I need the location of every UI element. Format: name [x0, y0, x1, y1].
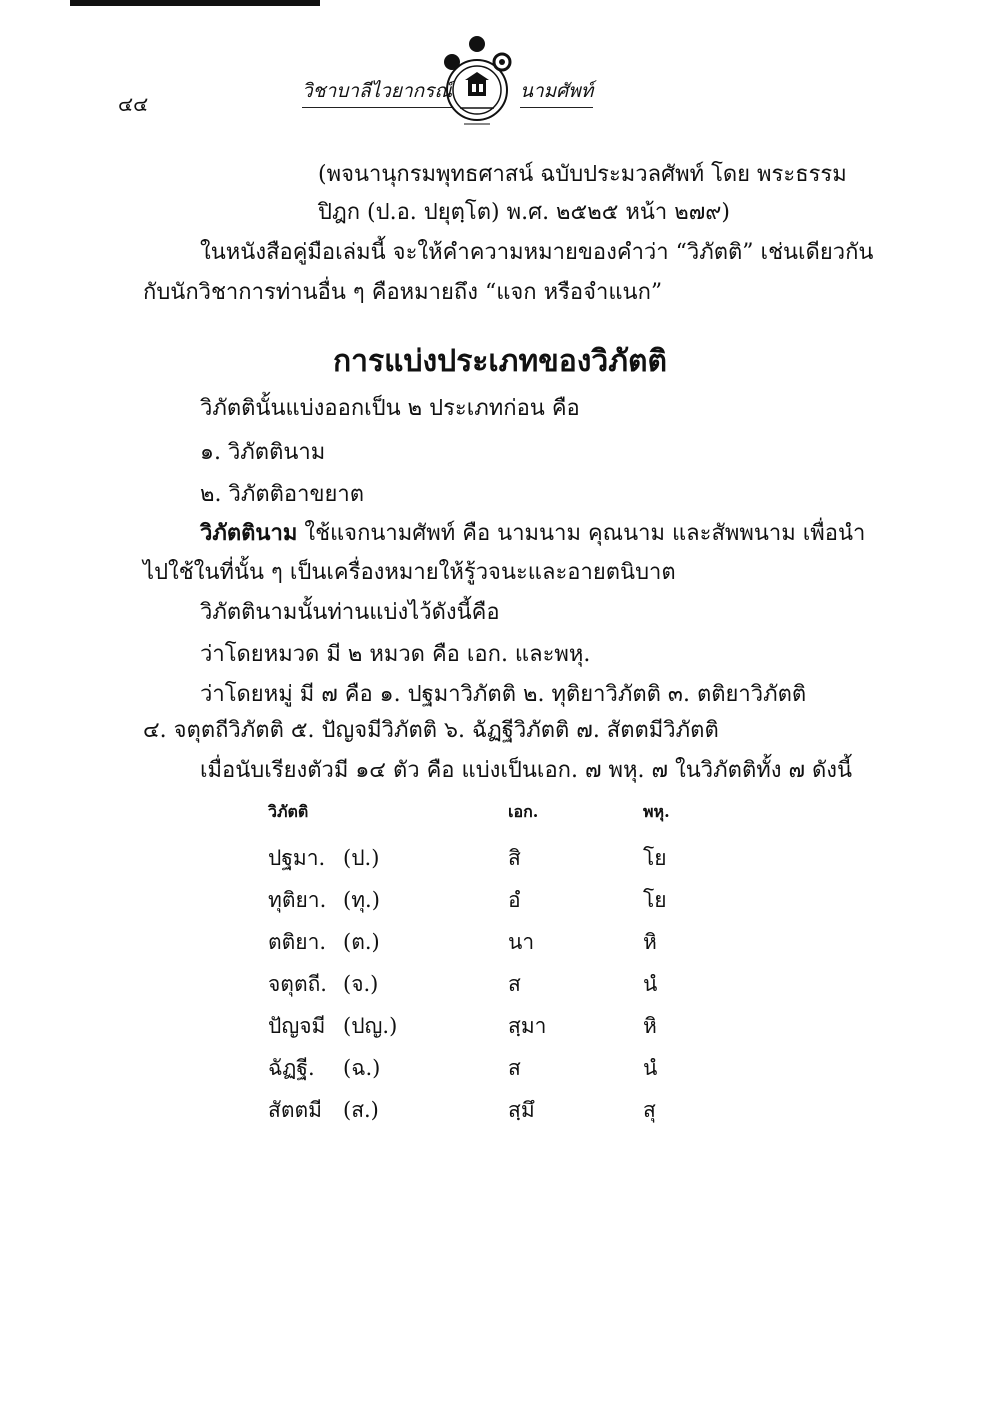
row-name: จตุตถี.	[268, 972, 327, 996]
row-eka: อํ	[508, 888, 521, 912]
row-name: ฉัฏฐี.	[268, 1056, 315, 1080]
intro-line: วิภัตตินั้นแบ่งออกเป็น ๒ ประเภทก่อน คือ	[200, 396, 580, 421]
paragraph-5-line-1: ว่าโดยหมู่ มี ๗ คือ ๑. ปฐมาวิภัตติ ๒. ทุติยาวิภัตติ ๓. ตติยาวิภัตติ	[200, 682, 807, 707]
row-eka: สฺมา	[508, 1014, 547, 1038]
running-header-left: วิชาบาลีไวยากรณ์	[302, 76, 452, 108]
paragraph-2-text: ใช้แจกนามศัพท์ คือ นามนาม คุณนาม และสัพพนาม เพื่อนำ	[297, 521, 866, 546]
row-abbr: (ป.)	[343, 846, 380, 870]
row-bahu: นํ	[643, 1056, 658, 1080]
row-bahu: หิ	[643, 930, 657, 954]
row-abbr: (ทุ.)	[343, 888, 380, 912]
row-bahu: สุ	[643, 1098, 656, 1122]
term-vibhatti-nama: วิภัตตินาม	[200, 520, 298, 546]
section-heading: การแบ่งประเภทของวิภัตติ	[333, 344, 667, 379]
paragraph-3: วิภัตตินามนั้นท่านแบ่งไว้ดังนี้คือ	[200, 600, 500, 625]
row-name: ตติยา.	[268, 930, 327, 954]
emblem-seal-icon	[432, 32, 522, 132]
row-eka: นา	[508, 930, 535, 954]
row-name: ปฐมา.	[268, 846, 326, 870]
paragraph-1-line-2: กับนักวิชาการท่านอื่น ๆ คือหมายถึง “แจก หรือจำแนก”	[143, 280, 663, 305]
row-eka: สฺมึ	[508, 1098, 535, 1122]
reference-line-2: ปิฎก (ป.อ. ปยุตฺโต) พ.ศ. ๒๕๒๕ หน้า ๒๗๙)	[318, 200, 730, 225]
paragraph-6: เมื่อนับเรียงตัวมี ๑๔ ตัว คือ แบ่งเป็นเอก. ๗ พหุ. ๗ ในวิภัตติทั้ง ๗ ดังนี้	[200, 758, 853, 783]
row-bahu: โย	[643, 846, 667, 870]
row-abbr: (ฉ.)	[343, 1056, 381, 1080]
paragraph-1-line-1: ในหนังสือคู่มือเล่มนี้ จะให้คำความหมายของคำว่า “วิภัตติ” เช่นเดียวกัน	[200, 240, 874, 265]
row-abbr: (ปญ.)	[343, 1014, 398, 1038]
row-abbr: (ส.)	[343, 1098, 379, 1122]
row-name: สัตตมี	[268, 1098, 322, 1122]
row-eka: ส	[508, 1056, 521, 1080]
row-abbr: (ต.)	[343, 930, 380, 954]
paragraph-2-line-1	[200, 520, 865, 547]
running-header-right: นามศัพท์	[520, 76, 593, 108]
row-eka: ส	[508, 972, 521, 996]
page-number: ๔๔	[118, 92, 149, 116]
list-item-1: ๑. วิภัตตินาม	[200, 440, 326, 465]
row-abbr: (จ.)	[343, 972, 379, 996]
paragraph-2-line-2: ไปใช้ในที่นั้น ๆ เป็นเครื่องหมายให้รู้วจนะและอายตนิบาต	[143, 560, 676, 585]
row-bahu: นํ	[643, 972, 658, 996]
header-vibhatti: วิภัตติ	[268, 802, 309, 821]
row-name: ปัญจมี	[268, 1014, 326, 1038]
paragraph-5-line-2: ๔. จตุตถีวิภัตติ ๕. ปัญจมีวิภัตติ ๖. ฉัฏฐีวิภัตติ ๗. สัตตมีวิภัตติ	[143, 718, 719, 743]
row-eka: สิ	[508, 846, 521, 870]
paragraph-4: ว่าโดยหมวด มี ๒ หมวด คือ เอก. และพหุ.	[200, 642, 591, 667]
reference-line-1: (พจนานุกรมพุทธศาสน์ ฉบับประมวลศัพท์ โดย พระธรรม	[318, 162, 847, 187]
list-item-2: ๒. วิภัตติอาขยาต	[200, 482, 365, 507]
row-name: ทุติยา.	[268, 888, 327, 912]
row-bahu: หิ	[643, 1014, 657, 1038]
header-eka: เอก.	[508, 802, 539, 821]
row-bahu: โย	[643, 888, 667, 912]
header-bahu: พหุ.	[643, 802, 670, 821]
top-border-bar	[70, 0, 320, 6]
